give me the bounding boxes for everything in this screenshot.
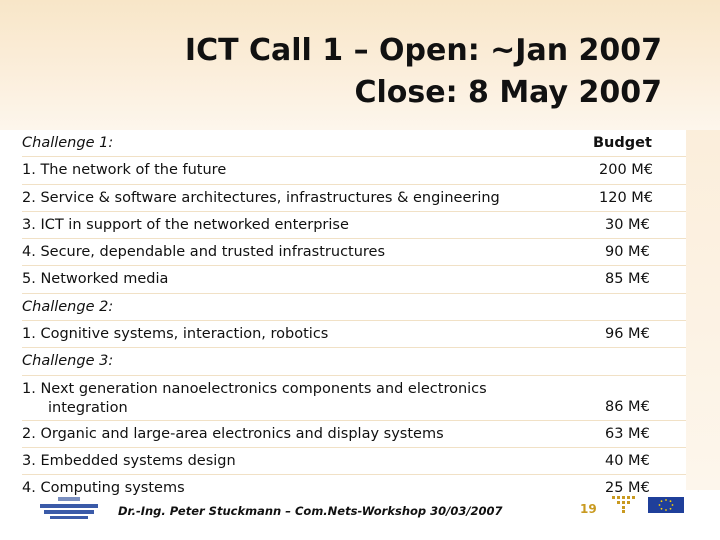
challenge-1-header-row [22,130,686,157]
row-budget: 90 M€ [605,244,650,261]
slide-title [185,30,662,114]
row-budget: 25 M€ [605,480,650,497]
row-budget: 40 M€ [605,452,650,469]
row-label: 2. Service & software architectures, infrastructures & engineering [22,189,500,206]
row-budget: 120 M€ [599,189,654,206]
row-label: 1. The network of the future [22,162,227,179]
challenge-2-header-row [22,294,686,321]
page-number: 19 [580,502,597,516]
row-budget: 86 M€ [605,398,650,415]
row-budget: 30 M€ [605,216,650,233]
row-budget: 85 M€ [605,271,650,288]
table-row [22,421,686,448]
row-label-line-1: 1. Next generation nanoelectronics components and electronics [22,380,487,397]
table-row [22,185,686,212]
table-row [22,266,686,293]
eu-flag-icon [648,497,684,513]
budget-column-header: Budget [593,135,652,151]
row-budget: 63 M€ [605,425,650,442]
presenter-credit: Dr.-Ing. Peter Stuckmann – Com.Nets-Workshop 30/03/2007 [118,504,503,518]
row-label: 3. ICT in support of the networked enterprise [22,216,349,233]
budget-table [22,130,686,502]
row-label: 1. Cognitive systems, interaction, robotics [22,326,329,343]
row-label: 5. Networked media [22,271,169,288]
row-budget: 96 M€ [605,326,650,343]
row-label-line-2: integration [48,399,128,416]
table-row [22,448,686,475]
table-row [22,239,686,266]
row-label: 2. Organic and large-area electronics and display systems [22,425,444,442]
challenge-2-label: Challenge 2: [22,298,114,315]
slide-footer [0,492,720,540]
row-label: 4. Computing systems [22,480,185,497]
side-band [684,130,720,490]
challenge-3-header-row [22,348,686,375]
row-budget: 200 M€ [599,162,654,179]
row-label: 3. Embedded systems design [22,452,236,469]
table-row [22,321,686,348]
table-row [22,376,686,421]
challenge-1-label: Challenge 1: [22,135,114,151]
row-label: 4. Secure, dependable and trusted infrastructures [22,244,386,261]
title-line-1: ICT Call 1 – Open: ~Jan 2007 [184,33,662,68]
row-label [22,380,487,418]
table-row [22,157,686,184]
title-line-2: Close: 8 May 2007 [354,75,662,110]
seventh-framework-programme-logo [36,496,102,522]
decorative-dots-icon [612,496,642,514]
table-row [22,212,686,239]
challenge-3-label: Challenge 3: [22,353,114,370]
